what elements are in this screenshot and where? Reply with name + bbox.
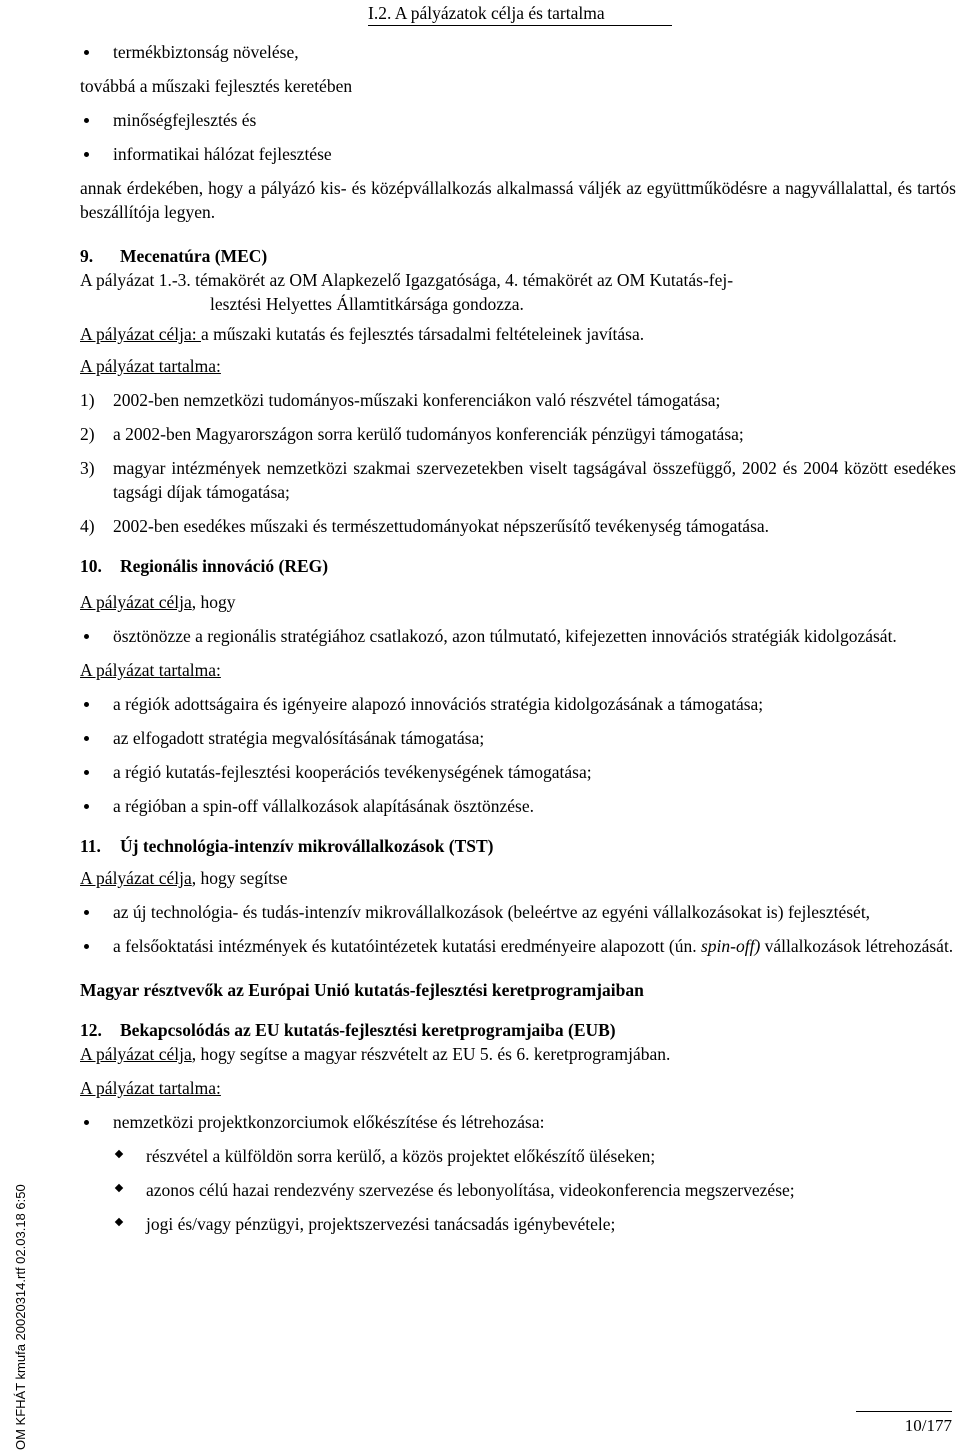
page-number: 10/177 [856,1411,952,1438]
numbered-item [80,388,956,412]
side-file-stamp-text: OM KFHÁT kmufa 20020314.rtf 02.03.18 6:50 [13,1184,28,1450]
goal-text: a műszaki kutatás és fejlesztés társadalmi feltételeinek javítása. [200,324,645,344]
sub-list-item [80,1212,956,1236]
content-label-text: A pályázat tartalma: [80,1078,221,1098]
goal-label: A pályázat célja [80,868,192,888]
item-number: 4) [80,516,95,536]
diamond-bullet-icon [115,1184,123,1192]
running-header: I.2. A pályázatok célja és tartalma [368,2,672,26]
goal-label: A pályázat célja [80,592,192,612]
admin-line-cont: lesztési Helyettes Államtitkársága gondozza. [210,294,524,314]
goal-line [80,1042,956,1066]
section-title: Bekapcsolódás az EU kutatás-fejlesztési keretprogramjaiba (EUB) [120,1020,616,1040]
section-number: 12. [80,1020,102,1040]
content-label-text: A pályázat tartalma: [80,660,221,680]
section-title: Regionális innováció (REG) [120,556,329,576]
intro-line: továbbá a műszaki fejlesztés keretében [80,76,353,96]
paragraph: annak érdekében, hogy a pályázó kis- és középvállalkozás alkalmassá váljék az együttműködésre a nagyvállalattal, és tartós beszállítója legyen. [80,178,956,222]
goal-text: , hogy [191,592,236,612]
content-label-text: A pályázat tartalma: [80,356,221,376]
numbered-item [80,422,956,446]
section-title: Új technológia-intenzív mikrovállalkozások (TST) [120,836,494,856]
list-item: az új technológia- és tudás-intenzív mikrovállalkozások (beleértve az egyéni vállalkozásokat is) fejlesztését, [80,900,956,924]
section-heading-12 [80,1018,956,1042]
document-body [80,40,956,1236]
section-title: Mecenatúra (MEC) [120,246,268,266]
list-item: nemzetközi projektkonzorciumok előkészítése és létrehozása: [80,1110,956,1134]
sub-list-item [80,1144,956,1168]
goal-line [80,322,956,346]
diamond-bullet-icon [115,1218,123,1226]
item-number: 3) [80,458,95,478]
section-heading-11 [80,834,956,858]
numbered-item [80,456,956,504]
content-label [80,658,956,682]
list-item: minőségfejlesztés és [80,108,956,132]
item-number: 2) [80,424,95,444]
list-item: a régiók adottságaira és igényeire alapozó innovációs stratégia kidolgozásának a támogatása; [80,692,956,716]
section-number: 10. [80,556,102,576]
goal-text: , hogy segítse a magyar részvételt az EU 5. és 6. keretprogramjában. [191,1044,671,1064]
content-label [80,354,956,378]
item-number: 1) [80,390,95,410]
diamond-bullet-icon [115,1150,123,1158]
admin-line: A pályázat 1.-3. témakörét az OM Alapkezelő Igazgatósága, 4. témakörét az OM Kutatás-fej- [80,270,734,290]
content-label [80,1076,956,1100]
list-item [80,934,956,958]
sub-item-text: részvétel a külföldön sorra kerülő, a közös projektet előkészítő üléseken; [146,1146,656,1166]
goal-label: A pályázat célja: [80,324,201,344]
list-item: a régió kutatás-fejlesztési kooperációs tevékenységének támogatása; [80,760,956,784]
list-item-text: a felsőoktatási intézmények és kutatóintézetek kutatási eredményeire alapozott (ún. [113,936,701,956]
list-item: ösztönözze a regionális stratégiához csatlakozó, azon túlmutató, kifejezetten innovációs stratégiák kidolgozását. [80,624,956,648]
goal-line [80,590,956,614]
list-item: informatikai hálózat fejlesztése [80,142,956,166]
item-text: magyar intézmények nemzetközi szakmai szervezetekben viselt tagságával összefüggő, 2002 és 2004 között esedékes tagsági díjak támogatása; [113,458,956,502]
sub-list-item [80,1178,956,1202]
list-item: az elfogadott stratégia megvalósításának támogatása; [80,726,956,750]
item-text: a 2002-ben Magyarországon sorra kerülő tudományos konferenciák pénzügyi támogatása; [113,424,744,444]
goal-line [80,866,956,890]
goal-text: , hogy segítse [191,868,288,888]
section-number: 11. [80,836,101,856]
section-number: 9. [80,246,94,266]
numbered-item [80,514,956,538]
side-file-stamp [14,1150,28,1450]
sub-item-text: azonos célú hazai rendezvény szervezése és lebonyolítása, videokonferencia megszervezése; [146,1180,795,1200]
item-text: 2002-ben esedékes műszaki és természettudományokat népszerűsítő tevékenység támogatása. [113,516,770,536]
list-item: a régióban a spin-off vállalkozások alapításának ösztönzése. [80,794,956,818]
part-heading: Magyar résztvevők az Európai Unió kutatás-fejlesztési keretprogramjaiban [80,980,644,1000]
section-heading-10 [80,554,956,578]
list-item: termékbiztonság növelése, [80,40,956,64]
list-item-text: vállalkozások létrehozását. [760,936,954,956]
goal-label: A pályázat célja [80,1044,192,1064]
list-item-italic: spin-off) [700,936,761,956]
sub-item-text: jogi és/vagy pénzügyi, projektszervezési tanácsadás igénybevétele; [146,1214,616,1234]
item-text: 2002-ben nemzetközi tudományos-műszaki konferenciákon való részvétel támogatása; [113,390,721,410]
section-heading-9 [80,244,956,268]
